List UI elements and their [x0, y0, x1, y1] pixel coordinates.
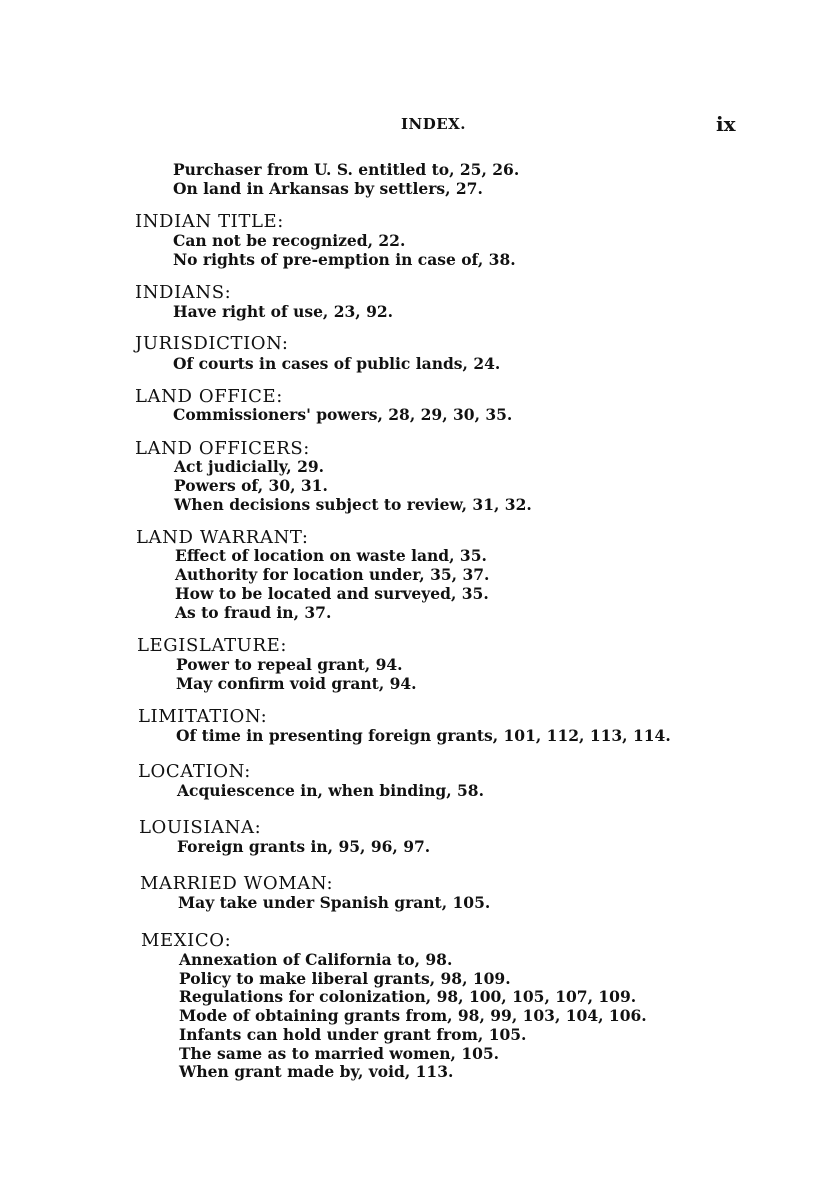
index-heading: INDIANS:	[135, 282, 232, 303]
index-subentry: How to be located and surveyed, 35.	[175, 584, 489, 603]
index-subentry: Commissioners' powers, 28, 29, 30, 35.	[173, 405, 513, 424]
index-subentry: Regulations for colonization, 98, 100, 105, 107, 109.	[179, 987, 637, 1006]
index-subentry: Of time in presenting foreign grants, 101, 112, 113, 114.	[176, 726, 671, 745]
index-subentry: Authority for location under, 35, 37.	[175, 565, 490, 584]
index-subentry: When grant made by, void, 113.	[179, 1062, 454, 1081]
index-subentry: When decisions subject to review, 31, 32.	[174, 495, 532, 514]
index-subentry: May take under Spanish grant, 105.	[178, 893, 491, 912]
index-subentry: No rights of pre-emption in case of, 38.	[173, 250, 516, 269]
index-heading: LOUISIANA:	[139, 817, 262, 838]
index-heading: INDIAN TITLE:	[135, 211, 284, 232]
page-header	[0, 112, 840, 136]
index-subentry: Power to repeal grant, 94.	[176, 655, 403, 674]
index-subentry: Can not be recognized, 22.	[173, 231, 406, 250]
continuation-item: Purchaser from U. S. entitled to, 25, 26.	[173, 160, 520, 179]
index-subentry: Of courts in cases of public lands, 24.	[173, 354, 501, 373]
index-subentry: As to fraud in, 37.	[175, 603, 332, 622]
continuation-item: On land in Arkansas by settlers, 27.	[173, 179, 483, 198]
running-head: INDEX.	[401, 115, 467, 133]
index-subentry: Mode of obtaining grants from, 98, 99, 103, 104, 106.	[179, 1006, 647, 1025]
index-subentry: Effect of location on waste land, 35.	[175, 546, 487, 565]
index-heading: MARRIED WOMAN:	[140, 873, 334, 894]
index-subentry: The same as to married women, 105.	[179, 1044, 500, 1063]
index-subentry: Have right of use, 23, 92.	[173, 302, 394, 321]
index-subentry: Acquiescence in, when binding, 58.	[177, 781, 484, 800]
index-heading: LAND OFFICE:	[135, 386, 283, 407]
index-heading: LAND WARRANT:	[136, 527, 309, 548]
index-subentry: Foreign grants in, 95, 96, 97.	[177, 837, 431, 856]
index-subentry: Act judicially, 29.	[174, 457, 325, 476]
index-subentry: Policy to make liberal grants, 98, 109.	[179, 969, 511, 988]
index-heading: MEXICO:	[141, 930, 232, 951]
index-heading: LIMITATION:	[138, 706, 268, 727]
index-heading: JURISDICTION:	[135, 333, 289, 354]
index-subentry: May confirm void grant, 94.	[176, 674, 417, 693]
index-subentry: Powers of, 30, 31.	[174, 476, 328, 495]
index-heading: LOCATION:	[138, 761, 251, 782]
index-subentry: Annexation of California to, 98.	[179, 950, 453, 969]
index-heading: LEGISLATURE:	[137, 635, 288, 656]
index-heading: LAND OFFICERS:	[135, 438, 310, 459]
index-subentry: Infants can hold under grant from, 105.	[179, 1025, 527, 1044]
page-number: ix	[716, 112, 736, 136]
